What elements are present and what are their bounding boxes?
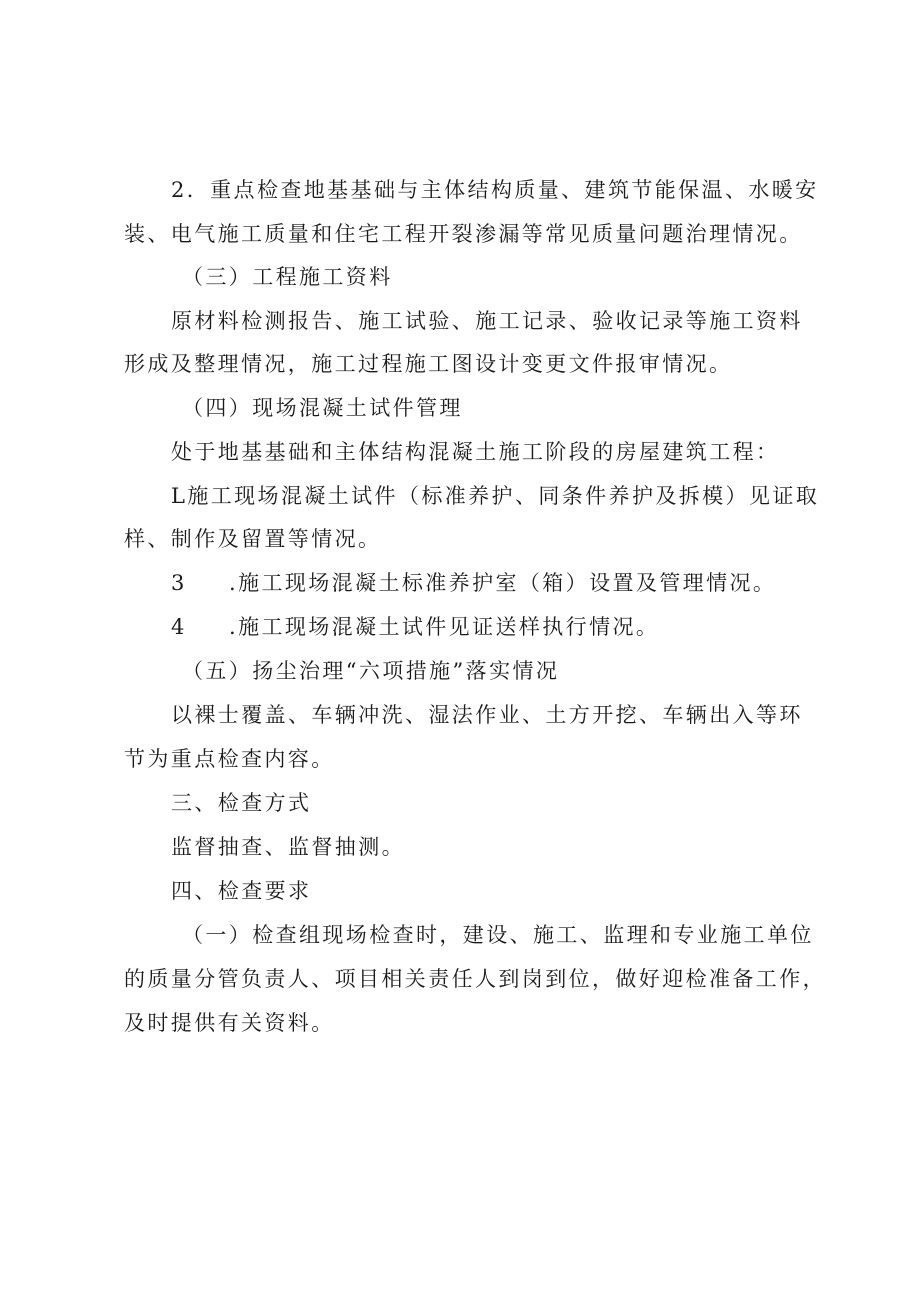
heading-inspection-method: 三、检查方式: [171, 791, 312, 815]
list-item-4-text: .施工现场混凝土试件见证送样执行情况。: [229, 615, 660, 639]
heading-inspection-requirements: 四、检查要求: [171, 879, 312, 903]
paragraph-requirements-line-3: 及时提供有关资料。: [124, 1011, 335, 1035]
paragraph-records-line-2: 形成及整理情况，施工过程施工图设计变更文件报审情况。: [124, 352, 733, 376]
paragraph-dust-line-2: 节为重点检查内容。: [124, 747, 335, 771]
paragraph-quality-line-2: 装、电气施工质量和住宅工程开裂渗漏等常见质量问题治理情况。: [124, 222, 803, 246]
paragraph-item-1-line-2: 样、制作及留置等情况。: [124, 527, 382, 551]
paragraph-records-line-1: 原材料检测报告、施工试验、施工记录、验收记录等施工资料: [171, 309, 803, 333]
heading-concrete-specimens: （四）现场混凝土试件管理: [182, 396, 463, 420]
paragraph-dust-line-1: 以裸士覆盖、车辆冲洗、湿法作业、土方开挖、车辆出入等环: [171, 703, 803, 727]
list-item-3-text: .施工现场混凝土标准养护室（箱）设置及管理情况。: [229, 571, 777, 595]
paragraph-inspection-method: 监督抽查、监督抽测。: [171, 835, 405, 859]
list-item-4: [171, 612, 659, 642]
paragraph-quality-line-1: 2．重点检查地基基础与主体结构质量、建筑节能保温、水暖安: [171, 178, 819, 202]
list-item-3: [171, 568, 776, 598]
paragraph-item-1-line-1: L施工现场混凝土试件（标准养护、同条件养护及拆模）见证取: [171, 484, 820, 508]
list-item-4-number: 4: [171, 615, 187, 639]
heading-construction-records: （三）工程施工资料: [182, 265, 393, 289]
paragraph-concrete-scope: 处于地基基础和主体结构混凝土施工阶段的房屋建筑工程：: [171, 440, 780, 464]
heading-dust-control: （五）扬尘治理“六项措施”落实情况: [182, 659, 560, 683]
list-item-3-number: 3: [171, 571, 187, 595]
paragraph-requirements-line-2: 的质量分管负责人、项目相关责任人到岗到位，做好迎检准备工作，: [124, 967, 826, 991]
paragraph-requirements-line-1: （一）检查组现场检查时，建设、施工、监理和专业施工单位: [182, 923, 814, 947]
